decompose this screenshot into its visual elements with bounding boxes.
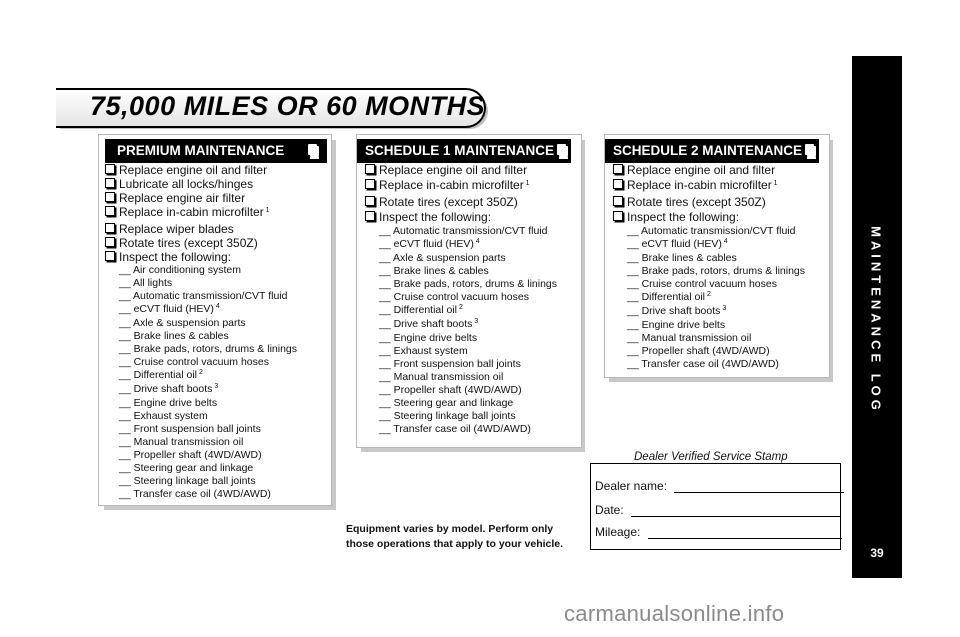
inspection-item (365, 318, 557, 332)
inspection-item (105, 488, 297, 501)
stamp-caption: Dealer Verified Service Stamp (634, 451, 788, 463)
inspection-item (105, 356, 297, 369)
inspection-item (365, 291, 557, 304)
inspection-item (365, 384, 557, 397)
inspection-item-label: __ Cruise control vacuum hoses (119, 356, 269, 368)
inspection-item (105, 436, 297, 449)
schedule2-maintenance-box (604, 134, 830, 378)
inspection-item (365, 225, 557, 238)
checklist-item-label: Replace engine oil and filter (119, 163, 268, 177)
checkbox-icon[interactable] (365, 211, 375, 221)
schedule2-heading (605, 139, 819, 163)
footnote-marker: 2 (705, 291, 711, 298)
footnote-marker: 2 (457, 304, 463, 311)
checklist-item-label: Replace wiper blades (119, 222, 234, 236)
checkbox-icon (557, 144, 566, 155)
checklist-item-label: Lubricate all locks/hinges (119, 177, 254, 191)
inspection-item (105, 397, 297, 410)
footnote-marker: 3 (720, 305, 727, 312)
inspection-item (365, 278, 557, 291)
inspection-item-label: __ Differential oil (379, 304, 458, 316)
checklist-item (105, 250, 297, 264)
checklist-item (105, 163, 297, 177)
checkbox-icon[interactable] (613, 164, 623, 174)
inspection-item-label: __ Front suspension ball joints (119, 423, 261, 435)
mileage-label: Mileage: (595, 525, 641, 539)
checkbox-icon[interactable] (613, 211, 623, 221)
inspection-item-label: __ Brake pads, rotors, drums & linings (119, 343, 297, 355)
checkbox-icon[interactable] (105, 178, 115, 188)
inspection-item (105, 343, 297, 356)
inspection-item-label: __ Air conditioning system (119, 264, 241, 276)
checklist-item-label: Inspect the following: (119, 250, 232, 264)
footnote-marker: 4 (213, 303, 220, 310)
inspection-item-label: __ Drive shaft boots (379, 318, 473, 330)
inspection-item (365, 358, 557, 371)
inspection-item (105, 317, 297, 330)
checklist-item (105, 236, 297, 250)
inspection-item (613, 225, 805, 238)
inspection-item (365, 371, 557, 384)
inspection-item-label: __ Drive shaft boots (119, 383, 213, 395)
inspection-item (105, 383, 297, 397)
inspection-item (613, 278, 805, 291)
inspection-item-label: __ Differential oil (119, 369, 198, 381)
checkbox-icon[interactable] (613, 179, 623, 189)
checkbox-icon[interactable] (105, 164, 115, 174)
inspection-item (613, 345, 805, 358)
checklist-item-label: Replace in-cabin microfilter (379, 178, 524, 192)
inspection-item (105, 410, 297, 423)
schedule1-maintenance-box (356, 134, 582, 448)
date-field[interactable] (631, 504, 840, 517)
inspection-item (613, 358, 805, 371)
footnote-marker: 3 (212, 383, 219, 390)
inspection-item-label: __ eCVT fluid (HEV) (379, 238, 474, 250)
date-label: Date: (595, 503, 624, 517)
inspection-item-label: __ Differential oil (627, 291, 706, 303)
checklist-item-label: Replace engine oil and filter (627, 163, 776, 177)
inspection-item (613, 265, 805, 278)
inspection-item-label: __ All lights (119, 277, 173, 289)
inspection-item-label: __ Engine drive belts (379, 332, 478, 344)
premium-maintenance-box (98, 134, 332, 506)
inspection-item (105, 264, 297, 277)
dealer-stamp-box (590, 463, 841, 550)
inspection-item-label: __ Brake lines & cables (627, 252, 737, 264)
inspection-item (365, 410, 557, 423)
inspection-item-label: __ Steering linkage ball joints (119, 475, 256, 487)
checklist-item (365, 195, 557, 210)
inspection-item (105, 462, 297, 475)
sidebar-label: MAINTENANCE LOG (868, 226, 884, 414)
inspection-item-label: __ Propeller shaft (4WD/AWD) (119, 449, 262, 461)
inspection-item-label: __ Transfer case oil (4WD/AWD) (379, 423, 531, 435)
inspection-item-label: __ Steering gear and linkage (119, 462, 254, 474)
footnote-marker: 1 (263, 207, 270, 214)
dealer-name-row (595, 479, 844, 493)
checklist-item-label: Replace in-cabin microfilter (627, 178, 772, 192)
inspection-item (105, 369, 297, 383)
inspection-item-label: __ Exhaust system (119, 410, 208, 422)
footnote-marker: 2 (197, 369, 203, 376)
checkbox-icon[interactable] (365, 196, 375, 206)
checkbox-icon[interactable] (365, 179, 375, 189)
inspection-item-label: __ Manual transmission oil (379, 371, 504, 383)
inspection-item-label: __ Brake pads, rotors, drums & linings (379, 278, 557, 290)
inspection-item-label: __ Brake lines & cables (119, 330, 229, 342)
checklist-item-label: Inspect the following: (627, 210, 740, 224)
inspection-item (365, 238, 557, 252)
equipment-note-line1: Equipment varies by model. Perform only (346, 523, 554, 535)
mileage-row (595, 525, 842, 539)
checklist-item (365, 210, 557, 225)
checkbox-icon[interactable] (105, 237, 115, 247)
inspection-item (365, 345, 557, 358)
inspection-item (105, 277, 297, 290)
checklist-item (613, 163, 805, 178)
equipment-note-line2: those operations that apply to your vehicle. (346, 538, 564, 550)
inspection-item (365, 304, 557, 318)
checklist-item (365, 163, 557, 178)
dealer-name-label: Dealer name: (595, 479, 668, 493)
inspection-item (365, 397, 557, 410)
checklist-item-label: Replace engine air filter (119, 191, 246, 205)
inspection-item (105, 330, 297, 343)
watermark: carmanualsonline.info (564, 601, 785, 626)
checkbox-icon[interactable] (105, 206, 115, 216)
page-title: 75,000 MILES OR 60 MONTHS (90, 91, 486, 121)
checklist-item-label: Rotate tires (except 350Z) (119, 236, 258, 250)
checklist-item (105, 205, 297, 222)
checklist-item-label: Replace engine oil and filter (379, 163, 528, 177)
inspection-item (613, 305, 805, 319)
footnote-marker: 3 (472, 318, 479, 325)
equipment-note (346, 522, 563, 552)
inspection-item (105, 290, 297, 303)
inspection-item-label: __ eCVT fluid (HEV) (627, 238, 722, 250)
inspection-item-label: __ Automatic transmission/CVT fluid (627, 225, 796, 237)
checklist-item (105, 191, 297, 205)
checklist-item-label: Rotate tires (except 350Z) (627, 195, 766, 209)
inspection-item-label: __ eCVT fluid (HEV) (119, 303, 214, 315)
footnote-marker: 4 (721, 238, 728, 245)
inspection-item-label: __ Axle & suspension parts (119, 317, 246, 329)
checkbox-icon (805, 144, 814, 155)
inspection-item-label: __ Brake pads, rotors, drums & linings (627, 265, 805, 277)
checklist-item (613, 210, 805, 225)
inspection-item (105, 423, 297, 436)
inspection-item (365, 332, 557, 345)
inspection-item-label: __ Cruise control vacuum hoses (379, 291, 529, 303)
inspection-item (613, 291, 805, 305)
inspection-item (105, 449, 297, 462)
dealer-name-field[interactable] (674, 480, 844, 493)
inspection-item-label: __ Automatic transmission/CVT fluid (119, 290, 288, 302)
premium-heading (105, 139, 327, 163)
checkbox-icon (308, 144, 317, 155)
checklist-item (105, 222, 297, 236)
date-row (595, 503, 840, 517)
inspection-item-label: __ Automatic transmission/CVT fluid (379, 225, 548, 237)
inspection-item (365, 252, 557, 265)
checklist-item-label: Replace in-cabin microfilter (119, 205, 264, 219)
mileage-field[interactable] (648, 526, 842, 539)
checklist-item (613, 178, 805, 195)
inspection-item-label: __ Manual transmission oil (119, 436, 244, 448)
inspection-item-label: __ Exhaust system (379, 345, 468, 357)
inspection-item-label: __ Front suspension ball joints (379, 358, 521, 370)
premium-heading-text: PREMIUM MAINTENANCE (117, 143, 285, 158)
inspection-item-label: __ Transfer case oil (4WD/AWD) (627, 358, 779, 370)
inspection-item (613, 252, 805, 265)
schedule2-heading-text: SCHEDULE 2 MAINTENANCE (613, 143, 803, 158)
checklist-item (365, 178, 557, 195)
inspection-item-label: __ Engine drive belts (627, 319, 726, 331)
inspection-item (365, 423, 557, 436)
page-number: 39 (870, 546, 884, 560)
inspection-item-label: __ Cruise control vacuum hoses (627, 278, 777, 290)
inspection-item-label: __ Transfer case oil (4WD/AWD) (119, 488, 271, 500)
inspection-item (105, 303, 297, 317)
checklist-item (105, 177, 297, 191)
footnote-marker: 1 (771, 180, 778, 187)
inspection-item-label: __ Drive shaft boots (627, 305, 721, 317)
footnote-marker: 4 (473, 238, 480, 245)
inspection-item-label: __ Engine drive belts (119, 397, 218, 409)
schedule2-list (613, 163, 805, 371)
footnote-marker: 1 (523, 180, 530, 187)
checkbox-icon[interactable] (105, 192, 115, 202)
checkbox-icon[interactable] (613, 196, 623, 206)
checklist-item (613, 195, 805, 210)
inspection-item-label: __ Manual transmission oil (627, 332, 752, 344)
checkbox-icon[interactable] (105, 251, 115, 261)
inspection-item-label: __ Steering linkage ball joints (379, 410, 516, 422)
checklist-item-label: Rotate tires (except 350Z) (379, 195, 518, 209)
inspection-item (365, 265, 557, 278)
inspection-item (613, 319, 805, 332)
inspection-item (105, 475, 297, 488)
inspection-item-label: __ Steering gear and linkage (379, 397, 514, 409)
inspection-item-label: __ Axle & suspension parts (379, 252, 506, 264)
inspection-item-label: __ Propeller shaft (4WD/AWD) (379, 384, 522, 396)
inspection-item (613, 238, 805, 252)
inspection-item-label: __ Propeller shaft (4WD/AWD) (627, 345, 770, 357)
checklist-item-label: Inspect the following: (379, 210, 492, 224)
schedule1-list (365, 163, 557, 436)
checkbox-icon[interactable] (105, 223, 115, 233)
schedule1-heading-text: SCHEDULE 1 MAINTENANCE (365, 143, 555, 158)
schedule1-heading (357, 139, 571, 163)
premium-list (105, 163, 297, 501)
inspection-item-label: __ Brake lines & cables (379, 265, 489, 277)
checkbox-icon[interactable] (365, 164, 375, 174)
inspection-item (613, 332, 805, 345)
